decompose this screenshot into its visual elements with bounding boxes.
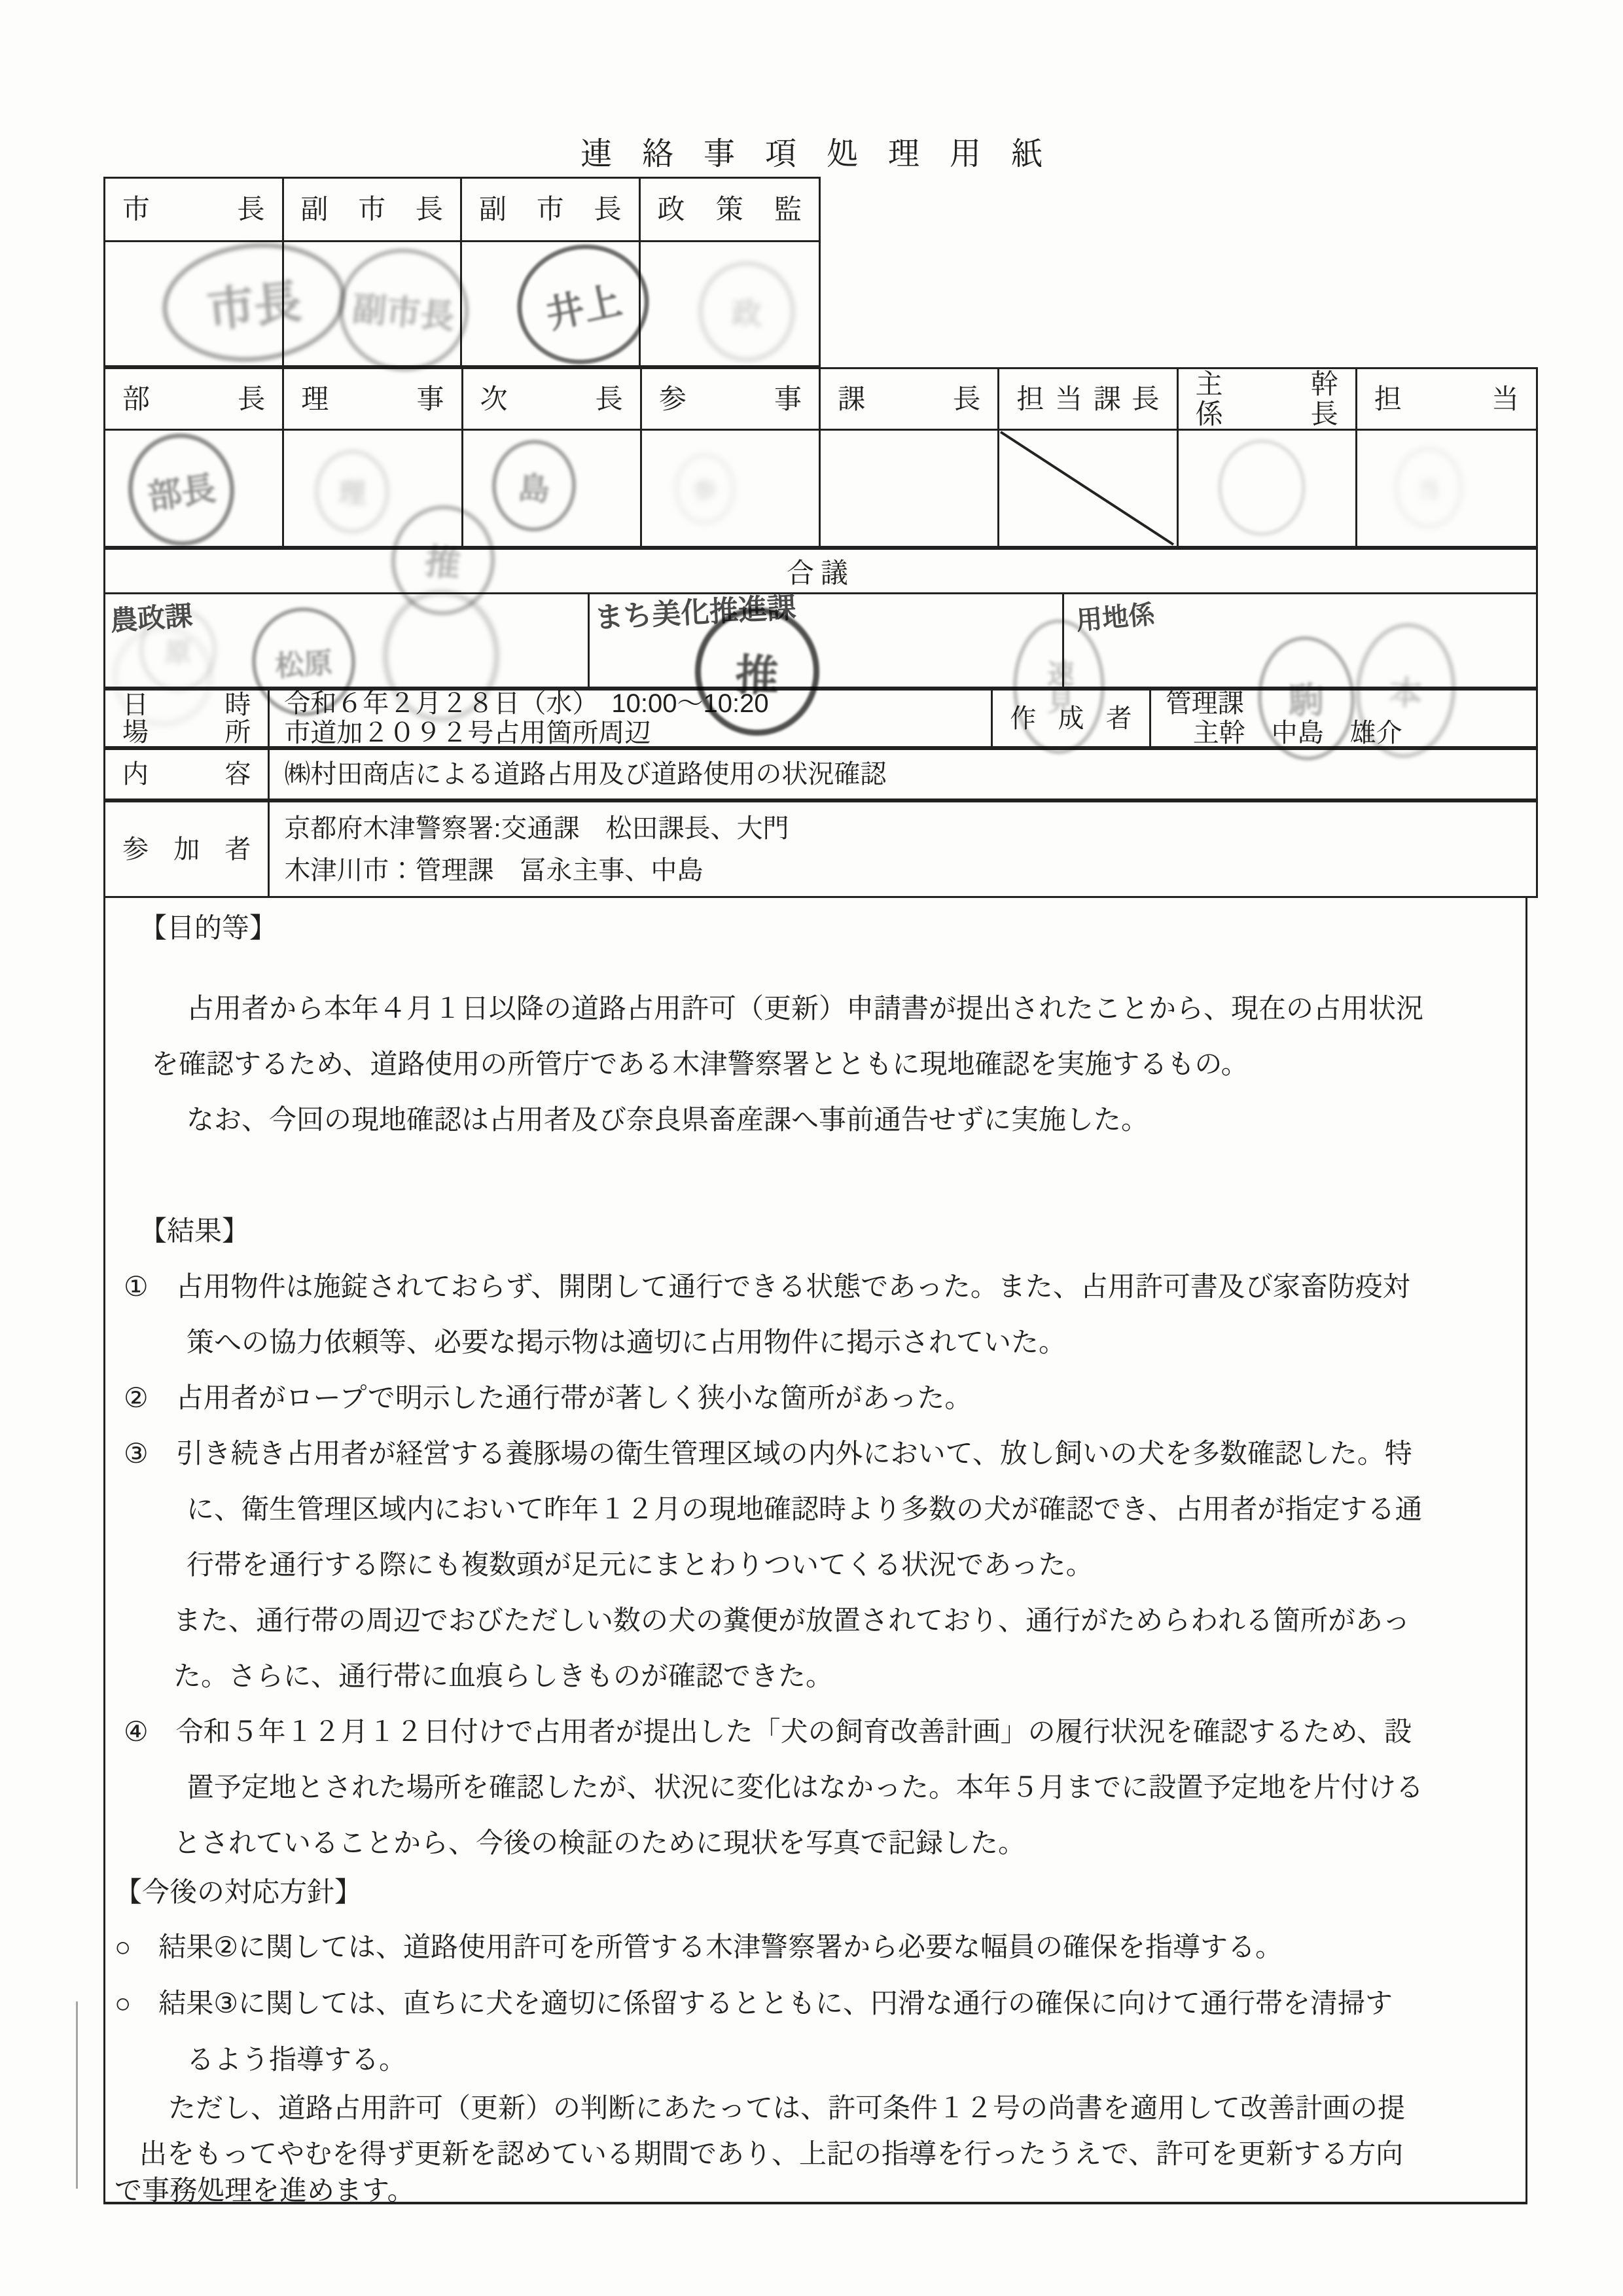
hanko-stamp-gougi3-a: 駒 (1255, 634, 1358, 762)
hanko-stamp-gougi2-dark: 推 (693, 605, 822, 738)
body-line: 行帯を通行する際にも複数頭が足元にまとわりついてくる状況であった。 (187, 1549, 1094, 1580)
stamp-cell-section-chief (821, 431, 999, 546)
body-line: 【目的等】 (139, 912, 277, 943)
label-cell-datetime-place: 日時 場所 (105, 691, 270, 746)
value-cell-datetime-place: 令和６年２月２８日（水） 10:00～10:20 市道加２０９２号占用箇所周辺 (270, 691, 993, 746)
gougi-cell-machibika (590, 594, 1064, 687)
body-line: た。さらに、通行帯に血痕らしきものが確認できた。 (173, 1660, 834, 1691)
stamp-cell-section-chief-in-charge (999, 431, 1178, 546)
diagonal-strike-line (999, 431, 1175, 546)
hanko-stamp-gougi3-b: 本 (1351, 620, 1460, 761)
header-cell-vice-mayor-2: 副市長 (462, 179, 641, 240)
handwritten-label-machibika: まち美化推進課 (594, 591, 797, 635)
hanko-stamp-mayor: 市長 (156, 234, 351, 370)
body-line: に、衛生管理区域内において昨年１２月の現地確認時より多数の犬が確認でき、占用者が指定する通 (187, 1494, 1423, 1524)
header-cell-counselor: 参事 (642, 369, 821, 429)
body-line: 策への協力依頼等、必要な掲示物は適切に占用物件に掲示されていた。 (187, 1327, 1067, 1357)
header-cell-senior-staff-chief-clerk: 主幹 係長 (1179, 369, 1357, 429)
header-cell-policy-director: 政策監 (657, 194, 802, 224)
hanko-stamp-counselor: 参 (675, 454, 734, 524)
hanko-stamp-policy-director: 政 (699, 262, 794, 361)
hanko-stamp-staff: 当 (1395, 448, 1462, 528)
content-row (103, 748, 1538, 800)
label-cell-content: 内容 (105, 750, 270, 798)
datetime-author-row (103, 689, 1538, 748)
header-cell-deputy-head: 次長 (463, 369, 642, 429)
hanko-stamp-gougi1-main: 松原 (248, 604, 359, 720)
gougi-cell-nouseika (105, 594, 590, 687)
hanko-stamp-department-head: 部長 (121, 427, 241, 553)
body-line: を確認するため、道路使用の所管庁である木津警察署とともに現地確認を実施するもの。 (151, 1049, 1249, 1079)
hanko-stamp-director: 理 (315, 450, 389, 533)
stamp-cell-policy-director (641, 242, 819, 365)
body-line: で事務処理を進めます。 (115, 2175, 415, 2206)
hanko-stamp-deputy-head: 島 (490, 438, 578, 534)
scan-artifact-line (76, 2001, 78, 2189)
hanko-stamp-gougi2-light: 速見 (1013, 619, 1105, 754)
header-cell-staff: 担当 (1374, 383, 1519, 414)
stamp-cell-senior-staff (1179, 431, 1357, 546)
handwritten-label-youchigakari: 用地係 (1075, 600, 1156, 636)
approval-table-second-header-row (103, 367, 1538, 431)
handwritten-label-nouseika: 農政課 (109, 600, 194, 637)
hanko-stamp-overlap-upper: 推 (385, 499, 501, 621)
participants-row (103, 800, 1538, 898)
header-cell-section-chief: 課長 (821, 369, 999, 429)
body-line: ○ 結果②に関しては、道路使用許可を所管する木津警察署から必要な幅員の確保を指導する。 (115, 1931, 1283, 1962)
body-line: また、通行帯の周辺でおびただしい数の犬の糞便が放置されており、通行がためらわれる箇所があっ (173, 1605, 1410, 1636)
stamp-cell-director (284, 431, 463, 546)
approval-table-top-stamp-row (103, 240, 821, 367)
stamp-cell-staff (1357, 431, 1536, 546)
header-cell-vice-mayor-1: 副市長 (284, 179, 463, 240)
body-line: とされていることから、今後の検証のために現状を写真で記録した。 (173, 1827, 1026, 1858)
body-line: ② 占用者がロープで明示した通行帯が著しく狭小な箇所があった。 (124, 1382, 972, 1413)
label-cell-participants: 参加者 (105, 802, 270, 896)
body-line: るよう指導する。 (187, 2044, 407, 2075)
stamp-cell-mayor (105, 242, 284, 365)
body-line: ただし、道路占用許可（更新）の判断にあたっては、許可条件１２号の尚書を適用して改善計画の提 (168, 2092, 1406, 2123)
body-line: なお、今回の現地確認は占用者及び奈良県畜産課へ事前通告せずに実施した。 (187, 1104, 1149, 1135)
approval-table-second-stamp-row (103, 429, 1538, 548)
body-text-box (103, 898, 1527, 2204)
stamp-cell-deputy-head (463, 431, 642, 546)
header-cell-director: 理事 (284, 369, 463, 429)
body-line: 置予定地とされた場所を確認したが、状況に変化はなかった。本年５月までに設置予定地を片付ける (187, 1772, 1424, 1803)
approval-table-top-header-row (103, 177, 821, 242)
body-line: ○ 結果③に関しては、直ちに犬を適切に係留するとともに、円滑な通行の確保に向けて通行帯を清掃す (115, 1988, 1393, 2018)
value-cell-content: ㈱村田商店による道路占用及び道路使用の状況確認 (284, 759, 887, 789)
gougi-stamp-row (103, 592, 1538, 689)
value-cell-author: 管理課 主幹 中島 雄介 (1165, 689, 1402, 747)
document-title: 連絡事項処理用紙 (580, 137, 1073, 171)
body-line: ③ 引き続き占用者が経営する養豚場の衛生管理区域の内外において、放し飼いの犬を多数確認した。特 (124, 1438, 1412, 1469)
hanko-stamp-vice-mayor-1: 副市長 (334, 243, 474, 377)
stamp-cell-counselor (642, 431, 821, 546)
body-line: 占用者から本年４月１日以降の道路占用許可（更新）申請書が提出されたことから、現在の占用状況 (187, 993, 1424, 1024)
header-cell-mayor: 市長 (105, 179, 284, 240)
gougi-cell-youchigakari (1064, 594, 1536, 687)
stamp-cell-department-head (105, 431, 284, 546)
hanko-stamp-vice-mayor-2: 井上 (506, 232, 660, 376)
body-line: ① 占用物件は施錠されておらず、開閉して通行できる状態であった。また、占用許可書及び家畜防疫対 (124, 1271, 1410, 1302)
body-line: ④ 令和５年１２月１２日付けで占用者が提出した「犬の飼育改善計画」の履行状況を確認するため、設 (124, 1716, 1412, 1747)
hanko-stamp-gougi1-sub: 原 (140, 609, 216, 691)
gougi-row-label: 合議 (103, 548, 1538, 594)
stamp-cell-vice-mayor-2 (462, 242, 641, 365)
label-cell-author: 作成者 (993, 691, 1150, 746)
header-cell-section-chief-in-charge: 担当課長 (999, 369, 1178, 429)
body-line: 【結果】 (139, 1215, 250, 1246)
stamp-cell-vice-mayor-1 (284, 242, 463, 365)
body-line: 【今後の対応方針】 (115, 1876, 363, 1907)
header-cell-department-head: 部長 (105, 369, 284, 429)
value-cell-participants: 京都府木津警察署:交通課 松田課長、大門 木津川市：管理課 冨永主事、中島 (284, 814, 789, 885)
body-line: 出をもってやむを得ず更新を認めている期間であり、上記の指導を行ったうえで、許可を更新する方向 (139, 2138, 1404, 2169)
